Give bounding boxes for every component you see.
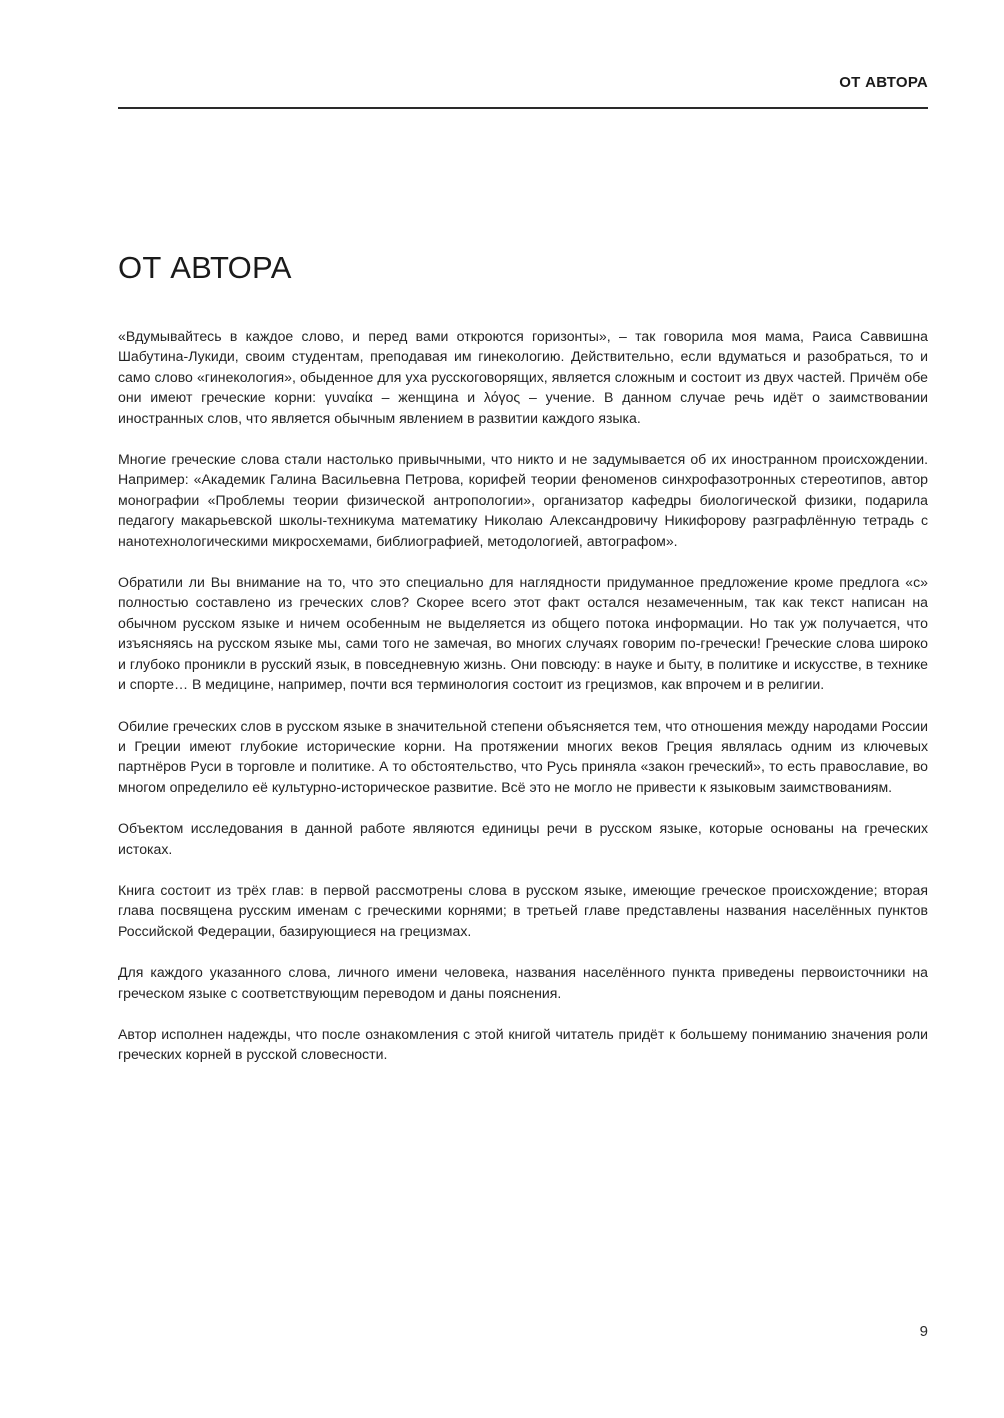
- body-text: [118, 326, 928, 1086]
- chapter-title: ОТ АВТОРА: [118, 250, 292, 285]
- paragraph-1: «Вдумывайтесь в каждое слово, и перед вами откроются горизонты», – так говорила моя мама, Раиса Саввишна Шабутина-Лукиди, своим студентам, преподавая им гинекологию. Действительно, если вдуматься и разобраться, то и само слово «гинекология», обыденное для уха русскоговорящих, является сложным и состоит из двух частей. Причём обе они имеют греческие корни: γυναίκα – женщина и λόγος – учение. В данном случае речь идёт о заимствовании иностранных слов, что является обычным явлением в развитии каждого языка.: [118, 328, 928, 426]
- header-divider: [118, 107, 928, 109]
- running-header: ОТ АВТОРА: [839, 74, 928, 91]
- page-number: 9: [919, 1323, 928, 1340]
- paragraph-7: Для каждого указанного слова, личного имени человека, названия населённого пункта приведены первоисточники на греческом языке с соответствующим переводом и даны пояснения.: [118, 964, 928, 1001]
- paragraph-8: Автор исполнен надежды, что после ознакомления с этой книгой читатель придёт к большему пониманию значения роли греческих корней в русской словесности.: [118, 1025, 928, 1063]
- paragraph-5: Объектом исследования в данной работе являются единицы речи в русском языке, которые основаны на греческих истоках.: [118, 820, 928, 857]
- paragraph-4: Обилие греческих слов в русском языке в значительной степени объясняется тем, что отношения между народами России и Греции имеют глубокие исторические корни. На протяжении многих веков Греция являлась одним из ключевых партнёров Руси в торговле и политике. А то обстоятельство, что Русь приняла «закон греческий», то есть православие, во многом определило её культурно-историческое развитие. Всё это не могло не привести к языковым заимствованиям.: [118, 717, 928, 795]
- paragraph-3: Обратили ли Вы внимание на то, что это специально для наглядности придуманное предложение кроме предлога «с» полностью составлено из греческих слов? Скорее всего этот факт остался незамеченным, так как текст написан на обычном русском языке и ничем особенным не выделяется из общего потока информации. Но так уж получается, что изъясняясь на русском языке мы, сами того не замечая, во многих случаях говорим по-гречески! Греческие слова широко и глубоко проникли в русский язык, в повседневную жизнь. Они повсюду: в науке и быту, в политике и искусстве, в технике и спорте… В медицине, например, почти вся терминология состоит из грецизмов, как впрочем и в религии.: [118, 574, 928, 693]
- paragraph-6: Книга состоит из трёх глав: в первой рассмотрены слова в русском языке, имеющие греческое происхождение; вторая глава посвящена русским именам с греческими корнями; в третьей главе представлены названия населённых пунктов Российской Федерации, базирующиеся на грецизмах.: [118, 881, 928, 939]
- paragraph-2: Многие греческие слова стали настолько привычными, что никто и не задумывается об их иностранном происхождении. Например: «Академик Галина Васильевна Петрова, корифей теории феноменов синхрофазотронных стереотипов, автор монографии «Проблемы теории физической антропологии», организатор кафедры биологической физики, подарила педагогу макарьевской школы-техникума математику Николаю Александровичу Никифорову разграфлённую тетрадь с нанотехнологическими микросхемами, библиографией, методологией, автографом».: [118, 451, 928, 549]
